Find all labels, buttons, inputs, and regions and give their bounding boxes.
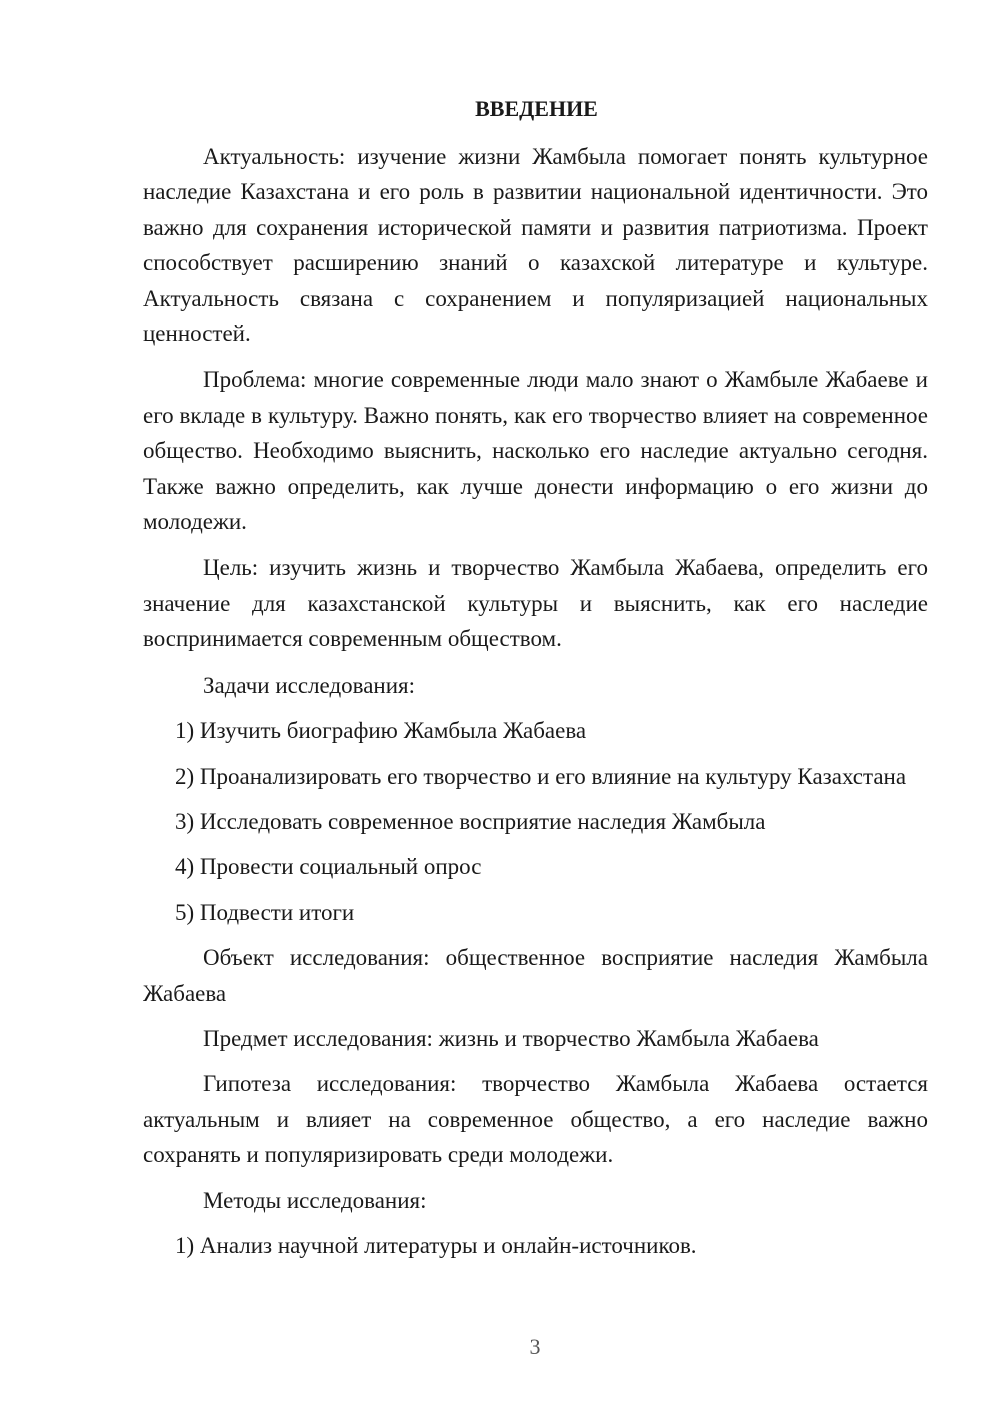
task-item-1: 1) Изучить биографию Жамбыла Жабаева bbox=[175, 718, 587, 744]
relevance-paragraph: Актуальность: изучение жизни Жамбыла помогает понять культурное наследие Казахстана и его роль в развитии национальной идентичности. Это важно для сохранения исторической памяти и развития патриотизма. Проект способствует расширению знаний о казахской литературе и культуре. Актуальность связана с сохранением и популяризацией национальных ценностей. bbox=[143, 144, 928, 347]
problem-paragraph: Проблема: многие современные люди мало знают о Жамбыле Жабаеве и его вкладе в культуру. Важно понять, как его творчество влияет на современное общество. Необходимо выяснить, насколько его наследие актуально сегодня. Также важно определить, как лучше донести информацию о его жизни до молодежи. bbox=[143, 367, 928, 535]
document-title: ВВЕДЕНИЕ bbox=[475, 96, 598, 121]
task-item-4: 4) Провести социальный опрос bbox=[175, 854, 482, 880]
research-object: Объект исследования: общественное восприятие наследия Жамбыла Жабаева bbox=[143, 945, 928, 1006]
page-number: 3 bbox=[529, 1334, 541, 1359]
task-item-2: 2) Проанализировать его творчество и его влияние на культуру Казахстана bbox=[175, 763, 907, 789]
research-subject: Предмет исследования: жизнь и творчество Жамбыла Жабаева bbox=[203, 1025, 819, 1051]
method-item-1: 1) Анализ научной литературы и онлайн-источников. bbox=[175, 1232, 697, 1258]
task-item-5: 5) Подвести итоги bbox=[175, 899, 355, 925]
goal-paragraph: Цель: изучить жизнь и творчество Жамбыла Жабаева, определить его значение для казахстанской культуры и выяснить, как его наследие воспринимается современным обществом. bbox=[143, 555, 928, 652]
tasks-heading: Задачи исследования: bbox=[203, 672, 416, 698]
methods-heading: Методы исследования: bbox=[203, 1187, 427, 1213]
research-hypothesis: Гипотеза исследования: творчество Жамбыла Жабаева остается актуальным и влияет на современное общество, а его наследие важно сохранять и популяризировать среди молодежи. bbox=[143, 1071, 928, 1168]
task-item-3: 3) Исследовать современное восприятие наследия Жамбыла bbox=[175, 808, 766, 834]
document-page bbox=[143, 92, 928, 1263]
